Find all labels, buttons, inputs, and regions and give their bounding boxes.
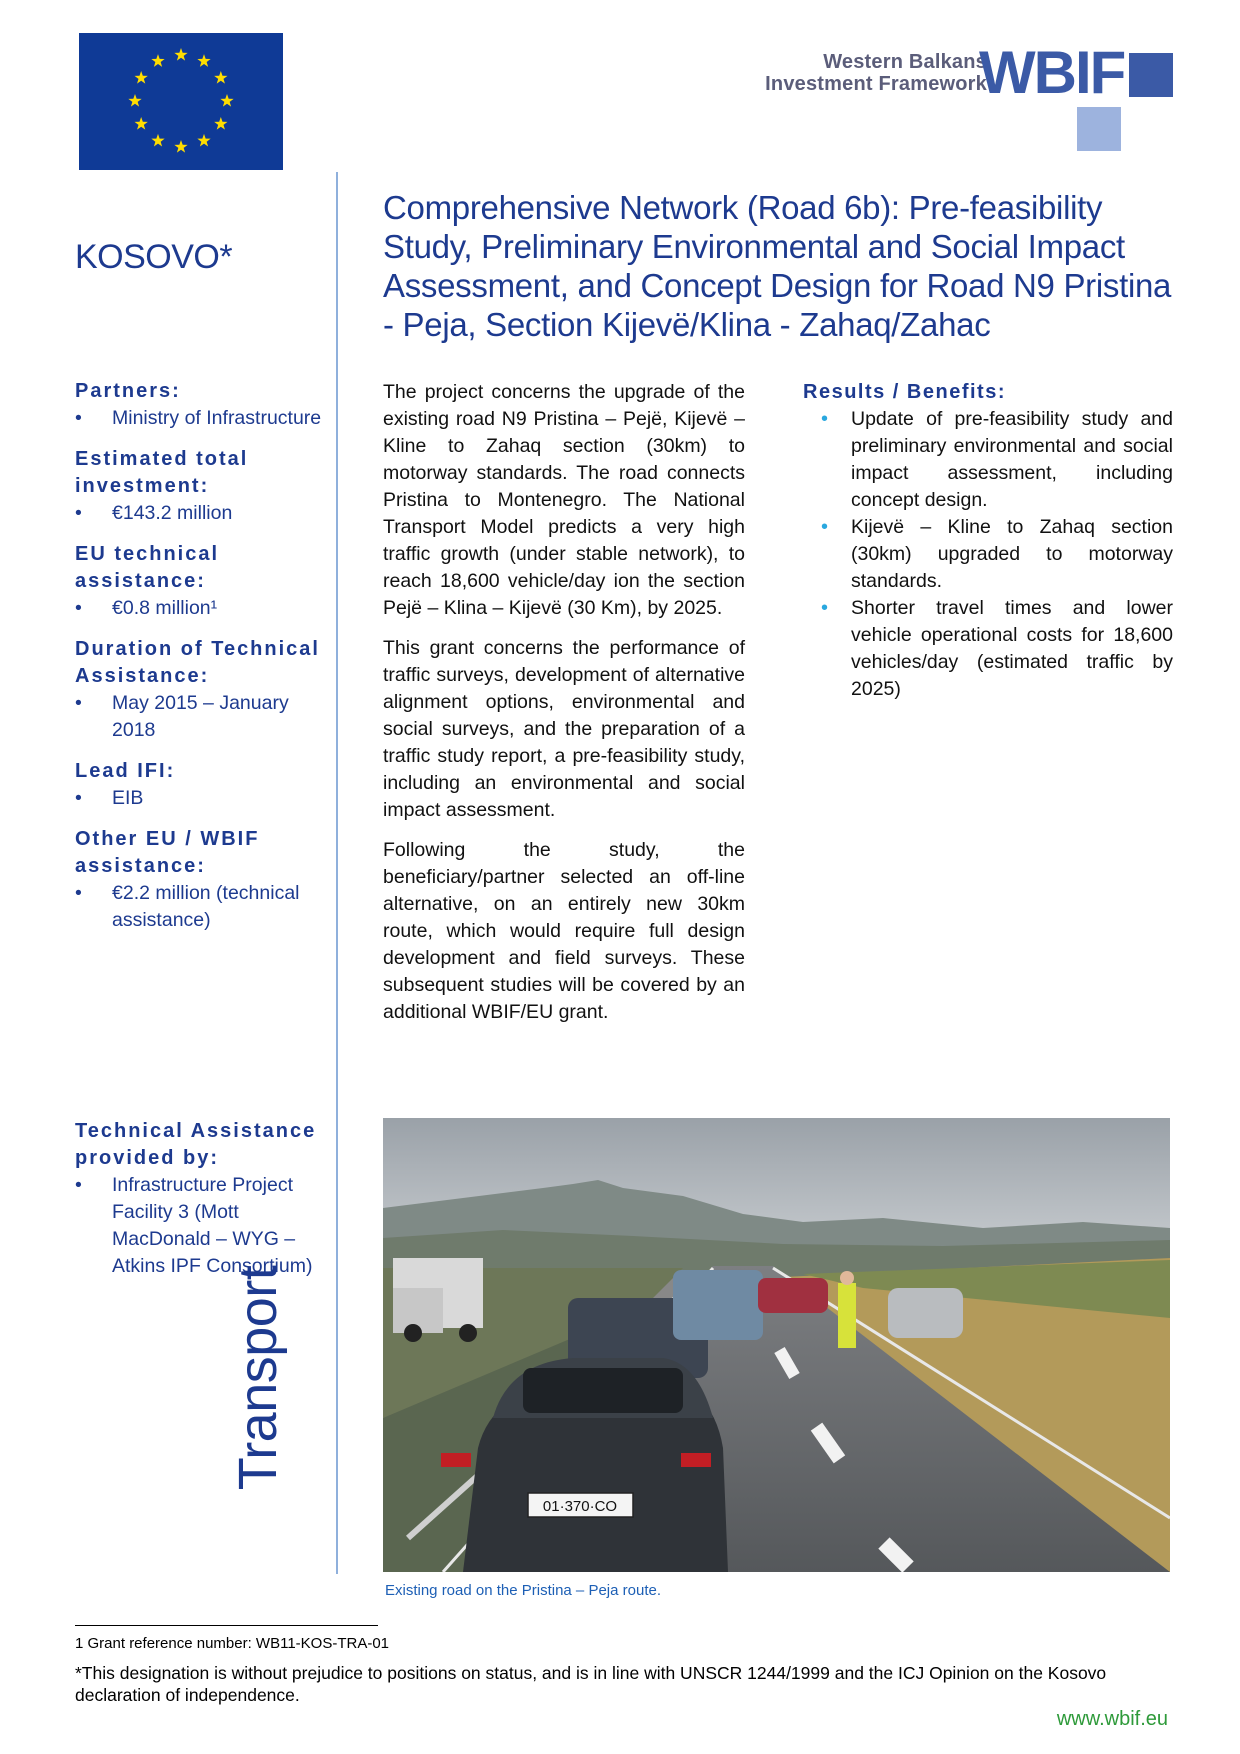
eu-star-icon	[174, 48, 187, 61]
eu-star-icon	[151, 54, 164, 67]
eu-stars-graphic	[79, 33, 283, 170]
eu-assistance-heading: EU technical assistance:	[75, 543, 220, 592]
wbif-logo	[735, 39, 1175, 155]
eu-star-icon	[128, 94, 141, 107]
footnote-grant-reference: 1 Grant reference number: WB11-KOS-TRA-01	[75, 1635, 390, 1652]
wbif-acronym: WBIF	[979, 39, 1125, 106]
eu-star-icon	[220, 94, 233, 107]
wbif-logo-text	[765, 51, 987, 95]
eu-assistance-item: • €0.8 million¹	[75, 595, 330, 622]
investment-item: • €143.2 million	[75, 500, 330, 527]
eu-star-icon	[174, 140, 187, 153]
provided-by-heading: Technical Assistance provided by:	[75, 1120, 317, 1169]
duration-item: • May 2015 – January 2018	[75, 690, 330, 744]
duration-heading: Duration of Technical Assistance:	[75, 638, 320, 687]
lead-ifi-item: • EIB	[75, 785, 330, 812]
partners-section	[75, 378, 330, 432]
wbif-logo-square-dark	[1129, 53, 1173, 97]
partners-item: • Ministry of Infrastructure	[75, 405, 330, 432]
lead-ifi-section	[75, 758, 330, 812]
website-link[interactable]: www.wbif.eu	[1056, 1708, 1168, 1730]
column-divider	[336, 172, 338, 1574]
eu-star-icon	[214, 117, 227, 130]
results-column	[803, 379, 1173, 703]
country-heading: KOSOVO*	[75, 238, 233, 276]
sector-label: Transport	[228, 1265, 288, 1491]
wbif-logo-line1: Western Balkans	[823, 51, 987, 73]
eu-assistance-section	[75, 541, 330, 622]
eu-star-icon	[197, 134, 210, 147]
description-paragraph: The project concerns the upgrade of the existing road N9 Pristina – Pejë, Kijevë – Kline to Zahaq section (30km) to motorway standards. The road connects Pristina to Montenegro. The National Transport Model predicts a very high traffic growth (under stable network), to reach 18,600 vehicle/day ion the section Pejë – Klina – Kijevë (30 Km), by 2025.	[383, 381, 745, 619]
eu-star-icon	[197, 54, 210, 67]
eu-star-icon	[135, 117, 148, 130]
results-heading: Results / Benefits:	[803, 381, 1006, 403]
photo-caption: Existing road on the Pristina – Peja route.	[385, 1582, 661, 1599]
other-assistance-heading: Other EU / WBIF assistance:	[75, 828, 260, 877]
road-photo	[383, 1118, 1170, 1572]
results-item: • Update of pre-feasibility study and preliminary environmental and social impact assessment, including concept design.	[803, 406, 1173, 514]
wbif-logo-square-light	[1077, 107, 1121, 151]
license-plate: 01·370·CO	[542, 1498, 618, 1515]
description-paragraph: This grant concerns the performance of traffic surveys, development of alternative alignment options, environmental and social surveys, and the preparation of a traffic study report, a pre-feasibility study, including an environmental and social impact assessment.	[383, 637, 745, 821]
project-title: Comprehensive Network (Road 6b): Pre-feasibility Study, Preliminary Environmental and Social Impact Assessment, and Concept Design for Road N9 Pristina - Peja, Section Kijevë/Klina - Zahaq/Zahac	[383, 189, 1172, 343]
other-assistance-section	[75, 826, 330, 934]
road-photo-illustration	[383, 1118, 1170, 1572]
duration-section	[75, 636, 330, 744]
footnote-divider	[75, 1625, 378, 1626]
results-item: • Kijevë – Kline to Zahaq section (30km) upgraded to motorway standards.	[803, 514, 1173, 595]
eu-star-icon	[214, 71, 227, 84]
description-paragraph: Following the study, the beneficiary/partner selected an off-line alternative, on an entirely new 30km route, which would require full design development and field surveys. These subsequent studies will be covered by an additional WBIF/EU grant.	[383, 839, 745, 1023]
footnote-designation: *This designation is without prejudice to positions on status, and is in line with UNSCR 1244/1999 and the ICJ Opinion on the Kosovo declaration of independence.	[75, 1663, 1107, 1705]
provided-by-item: • Infrastructure Project Facility 3 (Mott MacDonald – WYG – Atkins IPF Consortium)	[75, 1172, 330, 1280]
eu-star-icon	[135, 71, 148, 84]
results-item: • Shorter travel times and lower vehicle operational costs for 18,600 vehicles/day (estimated traffic by 2025)	[803, 595, 1173, 703]
other-assistance-item: • €2.2 million (technical assistance)	[75, 880, 330, 934]
investment-heading: Estimated total investment:	[75, 448, 249, 497]
partners-heading: Partners:	[75, 380, 181, 402]
provided-by-section	[75, 1118, 330, 1280]
eu-star-icon	[151, 134, 164, 147]
wbif-logo-line2: Investment Framework	[765, 73, 987, 95]
description-column	[383, 379, 745, 1039]
sidebar	[75, 378, 330, 1277]
lead-ifi-heading: Lead IFI:	[75, 760, 176, 782]
eu-flag-logo	[79, 33, 283, 170]
investment-section	[75, 446, 330, 527]
